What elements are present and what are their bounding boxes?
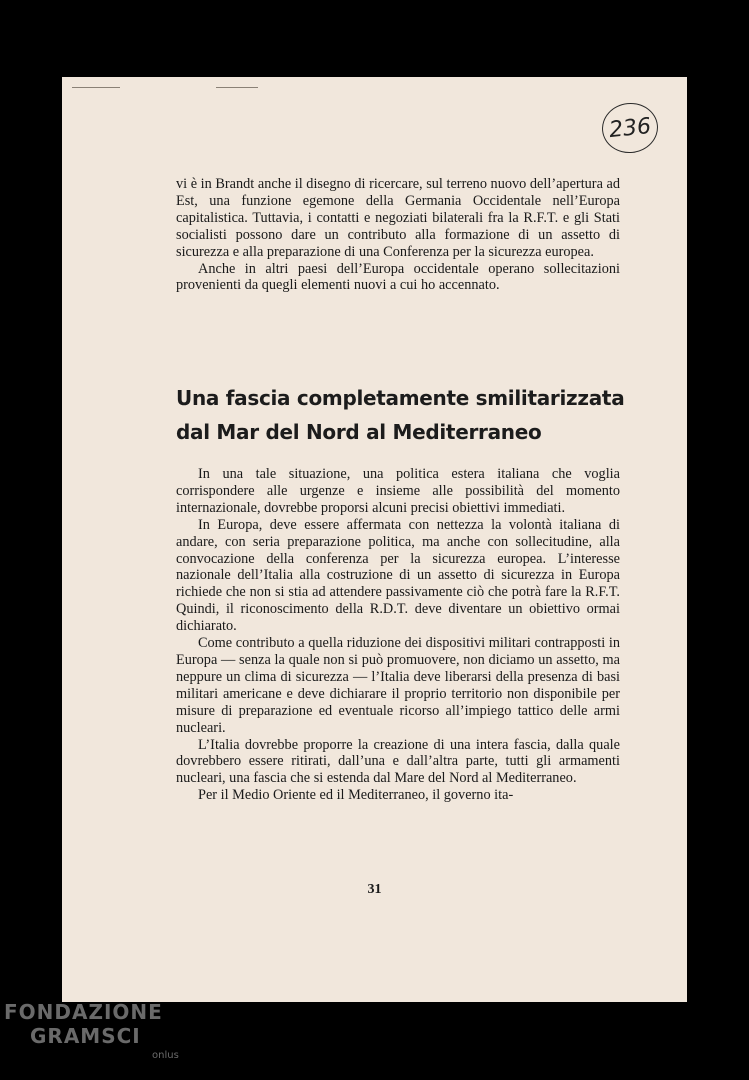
page-number: 31 <box>367 882 382 897</box>
fondazione-gramsci-watermark-logo <box>4 1000 194 1070</box>
page-edge-mark <box>216 87 258 88</box>
page-edge-mark <box>72 87 120 88</box>
paragraph: In una tale situazione, una politica estera italiana che voglia corrispondere alle urgenze e insieme alle possibilità del momento internazionale, dovrebbe proporsi alcuni precisi obiettivi immediati. <box>176 466 620 516</box>
watermark-line2: GRAMSCI <box>30 1024 141 1048</box>
section-heading <box>176 381 636 449</box>
section-heading-line: Una fascia completamente smilitarizzata <box>176 386 625 410</box>
document-page <box>62 77 687 1002</box>
archive-number-stamp: 236 <box>600 100 661 156</box>
section-heading-line: dal Mar del Nord al Mediterraneo <box>176 420 542 444</box>
paragraph: vi è in Brandt anche il disegno di ricercare, sul terreno nuovo dell’apertura ad Est, una funzione egemone della Germania Occidentale nell’Europa capitalistica. Tuttavia, i contatti e negoziati bilaterali fra la R.F.T. e gli Stati socialisti possono dare un contributo alla formazione di un assetto di sicurezza e alla preparazione di una Conferenza per la sicurezza europea. <box>176 176 620 260</box>
watermark-line1: FONDAZIONE <box>4 1000 163 1024</box>
text-block-top <box>176 176 620 294</box>
paragraph: In Europa, deve essere affermata con nettezza la volontà italiana di andare, con seria preparazione politica, ma anche con sollecitudine, alla convocazione della conferenza per la sicurezza europea. L’interesse nazionale dell’Italia alla costruzione di un assetto di sicurezza in Europa richiede che non si stia ad attendere passivamente ciò che potrà fare la R.F.T. Quindi, il riconoscimento della R.D.T. deve diventare un obiettivo ormai dichiarato. <box>176 516 620 635</box>
paragraph: L’Italia dovrebbe proporre la creazione di una intera fascia, dalla quale dovrebbero essere ritirati, dall’una e dall’altra parte, tutti gli armamenti nucleari, una fascia che si estenda dal Mare del Nord al Mediterraneo. <box>176 736 620 787</box>
paragraph: Come contributo a quella riduzione dei dispositivi militari contrapposti in Europa — senza la quale non si può promuovere, non diciamo un assetto, ma neppure un clima di sicurezza — l’Italia deve liberarsi della presenza di basi militari americane e deve dichiarare il proprio territorio non disponibile per misure di preparazione ed eventuale ricorso all’impiego tattico delle armi nucleari. <box>176 635 620 736</box>
paragraph: Anche in altri paesi dell’Europa occidentale operano sollecitazioni provenienti da quegli elementi nuovi a cui ho accennato. <box>176 260 620 294</box>
text-block-bottom <box>176 466 620 804</box>
paragraph: Per il Medio Oriente ed il Mediterraneo, il governo ita- <box>198 787 514 804</box>
watermark-sub: onlus <box>152 1050 179 1061</box>
